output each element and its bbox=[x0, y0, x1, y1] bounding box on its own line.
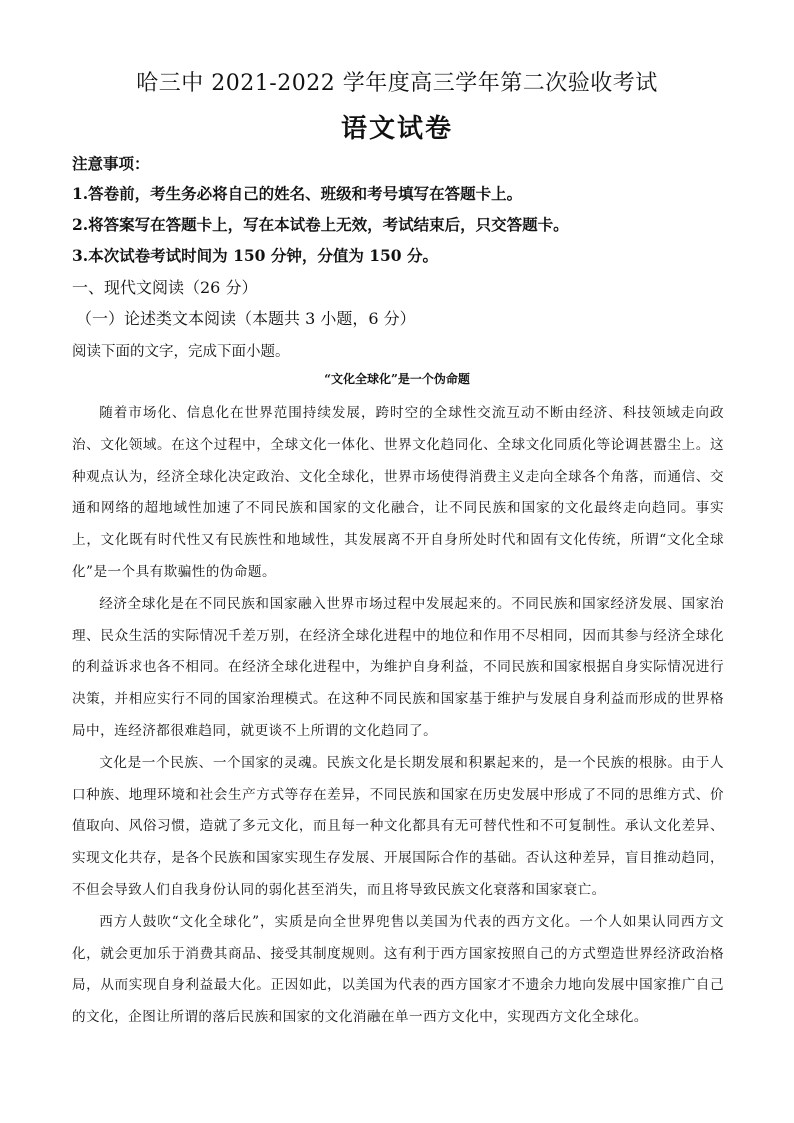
article-paragraph: 随着市场化、信息化在世界范围持续发展，跨时空的全球性交流互动不断由经济、科技领域走向政治、文化领域。在这个过程中，全球文化一体化、世界文化趋同化、全球文化同质化等论调甚嚣尘上。这种观点认为，经济全球化决定政治、文化全球化，世界市场使得消费主义走向全球各个角落，而通信、交通和网络的超地域性加速了不同民族和国家的文化融合，让不同民族和国家的文化最终走向趋同。事实上，文化既有时代性又有民族性和地域性，其发展离不开自身所处时代和固有文化传统，所谓“文化全球化”是一个具有欺骗性的伪命题。 bbox=[72, 405, 724, 580]
notice-item-2: 2.将答案写在答题卡上，写在本试卷上无效，考试结束后，只交答题卡。 bbox=[72, 215, 569, 234]
article-paragraph: 文化是一个民族、一个国家的灵魂。民族文化是长期发展和积累起来的，是一个民族的根脉。由于人口种族、地理环境和社会生产方式等存在差异，不同民族和国家在历史发展中形成了不同的思维方式、价值取向、风俗习惯，造就了多元文化，而且每一种文化都具有无可替代性和不可复制性。承认文化差异、实现文化共存，是各个民族和国家实现生存发展、开展国际合作的基础。否认这种差异，盲目推动趋同，不但会导致人们自我身份认同的弱化甚至消失，而且将导致民族文化衰落和国家衰亡。 bbox=[72, 754, 724, 898]
article-body bbox=[72, 398, 724, 1034]
exam-title: 哈三中 2021-2022 学年度高三学年第二次验收考试 bbox=[136, 71, 658, 96]
notice-item-1: 1.答卷前，考生务必将自己的姓名、班级和考号填写在答题卡上。 bbox=[72, 184, 523, 203]
section-title: 一、现代文阅读（26 分） bbox=[72, 278, 258, 297]
article-title: “文化全球化”是一个伪命题 bbox=[324, 372, 470, 386]
article-paragraph: 经济全球化是在不同民族和国家融入世界市场过程中发展起来的。不同民族和国家经济发展、国家治理、民众生活的实际情况千差万别，在经济全球化进程中的地位和作用不尽相同，因而其参与经济全球化的利益诉求也各不相同。在经济全球化进程中，为维护自身利益，不同民族和国家根据自身实际情况进行决策，并相应实行不同的国家治理模式。在这种不同民族和国家基于维护与发展自身利益而形成的世界格局中，连经济都很难趋同，就更谈不上所谓的文化趋同了。 bbox=[72, 595, 724, 739]
article-paragraph: 西方人鼓吹“文化全球化”，实质是向全世界兜售以美国为代表的西方文化。一个人如果认同西方文化，就会更加乐于消费其商品、接受其制度规则。这有利于西方国家按照自己的方式塑造世界经济政治格局，从而实现自身利益最大化。正因如此，以美国为代表的西方国家才不遗余力地向发展中国家推广自己的文化，企图让所谓的落后民族和国家的文化消融在单一西方文化中，实现西方文化全球化。 bbox=[72, 913, 724, 1026]
subsection-title: （一）论述类文本阅读（本题共 3 小题，6 分） bbox=[76, 309, 416, 328]
reading-instruction: 阅读下面的文字，完成下面小题。 bbox=[72, 344, 290, 360]
notice-item-3: 3.本次试卷考试时间为 150 分钟，分值为 150 分。 bbox=[72, 246, 438, 265]
notice-heading: 注意事项： bbox=[72, 154, 150, 173]
exam-subject-title: 语文试卷 bbox=[340, 114, 453, 144]
